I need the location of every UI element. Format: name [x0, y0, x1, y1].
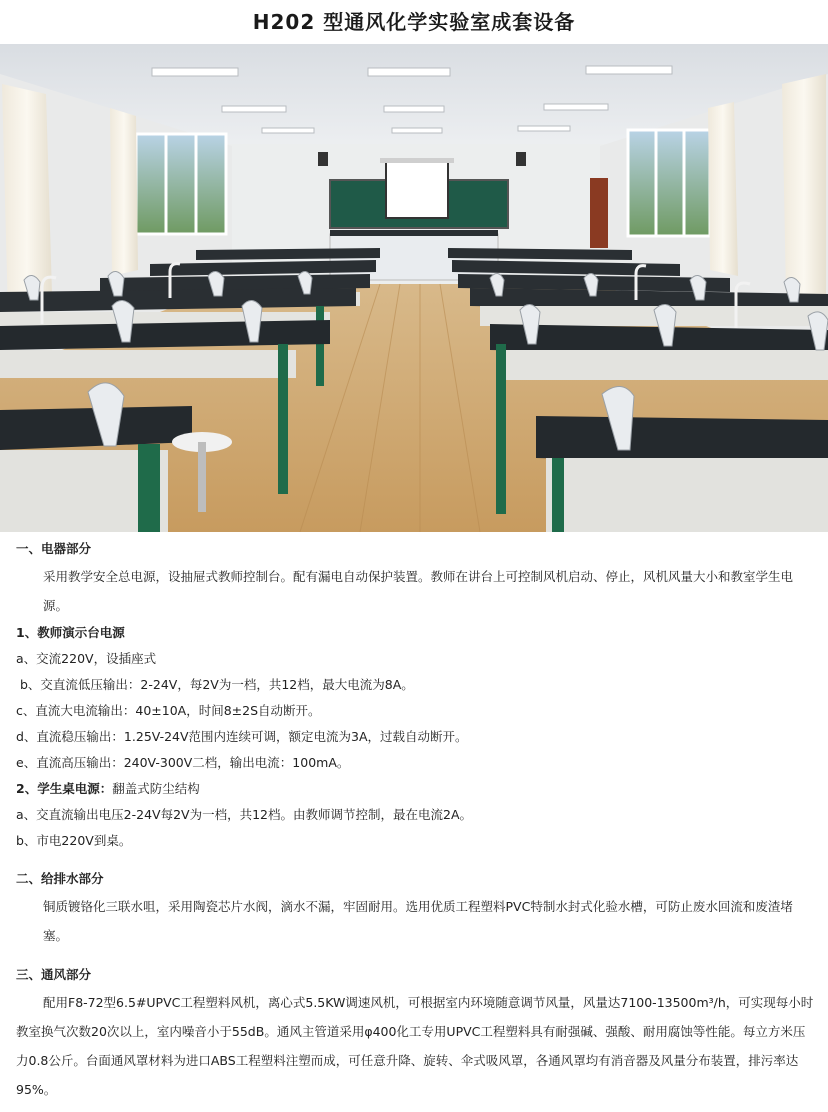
section-heading: 二、给排水部分 — [16, 871, 104, 886]
paragraph: 采用教学安全总电源，设抽屉式教师控制台。配有漏电自动保护装置。教师在讲台上可控制风机启动、停止，风机风量大小和教室学生电源。 — [43, 569, 794, 613]
list-item: a、交流220V，设插座式 — [16, 651, 157, 666]
subsection-note: 翻盖式防尘结构 — [112, 781, 200, 796]
list-item: c、直流大电流输出：40±10A，时间8±2S自动断开。 — [16, 703, 321, 718]
subsection-row — [0, 776, 828, 802]
section-heading: 三、通风部分 — [16, 967, 92, 982]
list-item: d、直流稳压输出：1.25V-24V范围内连续可调，额定电流为3A，过载自动断开。 — [16, 729, 468, 744]
paragraph: 配用F8-72型6.5#UPVC工程塑料风机，离心式5.5KW调速风机，可根据室内环境随意调节风量，风量达7100-13500m³/h，可实现每小时教室换气次数20次以上，室内噪音小于55dB。通风主管道采用φ400化工专用UPVC工程塑料具有耐强碱、强酸、耐用腐蚀等性能。每立方米压力0.8公斤。台面通风罩材料为进口ABS工程塑料注塑而成，可任意升降、旋转、伞式吸风罩，各通风罩均有消音器及风量分布装置，排污率达95%。 — [16, 995, 814, 1097]
lab-photo — [0, 44, 828, 532]
list-item: b、交直流低压输出：2-24V，每2V为一档，共12档，最大电流为8A。 — [16, 677, 414, 692]
section-heading: 一、电器部分 — [16, 541, 92, 556]
subsection-heading: 1、教师演示台电源 — [16, 625, 125, 640]
list-item: a、交直流输出电压2-24V每2V为一档，共12档。由教师调节控制，最在电流2A。 — [16, 807, 472, 822]
subsection-heading: 2、学生桌电源： — [16, 781, 113, 796]
list-item: e、直流高压输出：240V-300V二档，输出电流：100mA。 — [16, 755, 350, 770]
paragraph: 铜质镀铬化三联水咀，采用陶瓷芯片水阀，滴水不漏，牢固耐用。选用优质工程塑料PVC特制水封式化验水槽，可防止废水回流和废渣堵塞。 — [43, 899, 793, 943]
spec-text — [0, 536, 828, 1104]
list-item: b、市电220V到桌。 — [16, 833, 132, 848]
page-title: H202 型通风化学实验室成套设备 — [252, 10, 576, 34]
